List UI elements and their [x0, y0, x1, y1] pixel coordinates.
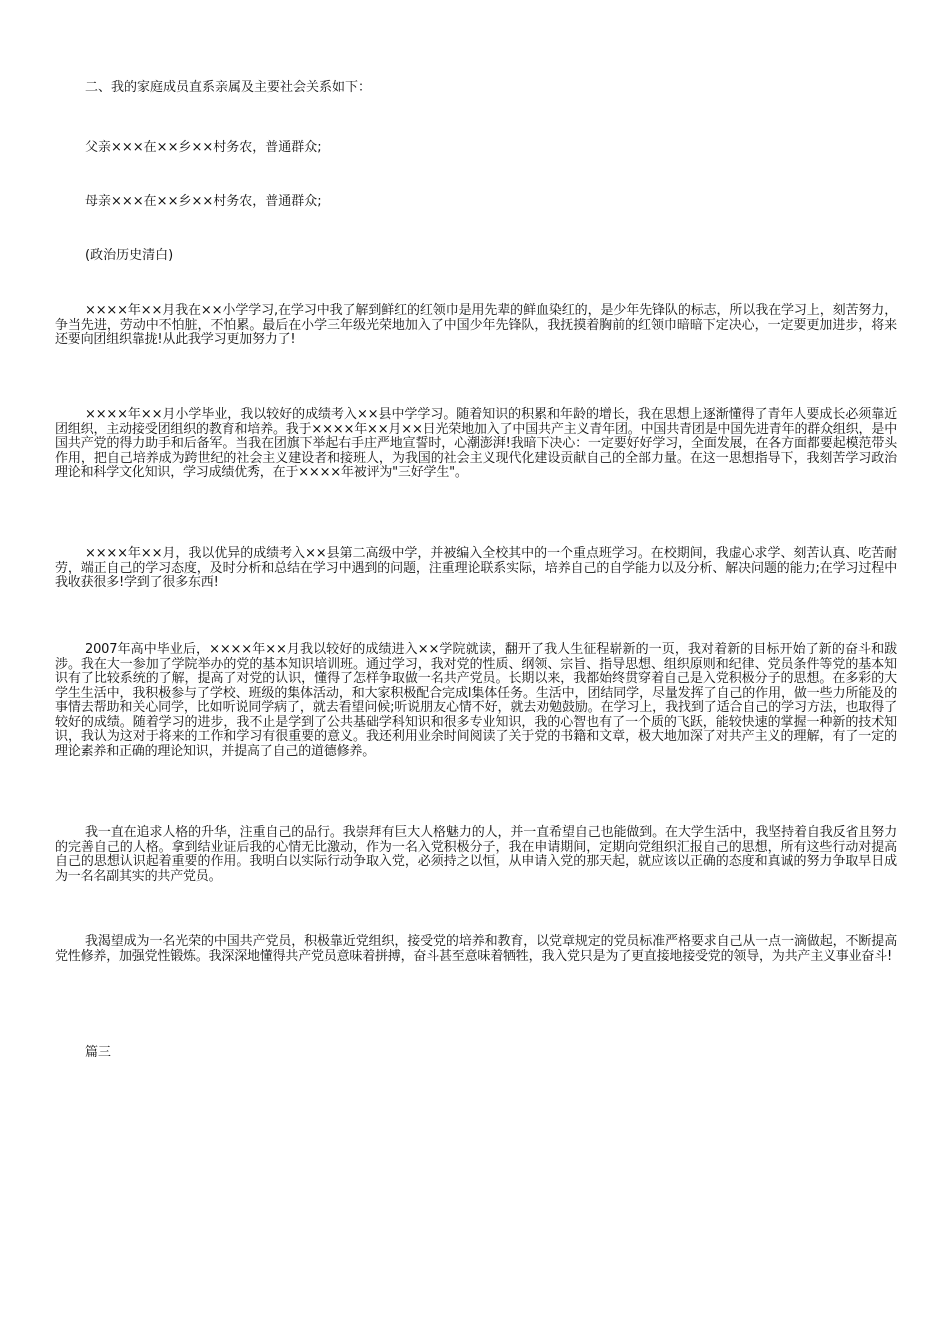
paragraph-high-school: ××××年××月，我以优异的成绩考入××县第二高级中学，并被编入全校其中的一个重点班学习。在校期间，我虚心求学、刻苦认真、吃苦耐劳，端正自己的学习态度，及时分析和总结在学习中遇到的问题，注重理论联系实际，培养自己的自学能力以及分析、解决问题的能力;在学习过程中我收获很多!学到了很多东西!: [55, 546, 897, 590]
political-history-note: (政治历史清白): [85, 248, 174, 263]
paragraph-middle-school: ××××年××月小学毕业，我以较好的成绩考入××县中学学习。随着知识的积累和年龄的增长，我在思想上逐渐懂得了青年人要成长必须靠近团组织，主动接受团组织的教育和培养。我于××××年××月××日光荣地加入了中国共产主义青年团。中国共青团是中国先进青年的群众组织，是中国共产党的得力助手和后备军。当我在团旗下举起右手庄严地宣誓时，心潮澎湃!我暗下决心：一定要好好学习，全面发展，在各方面都要起模范带头作用，把自己培养成为跨世纪的社会主义建设者和接班人，为我国的社会主义现代化建设贡献自己的全部力量。在这一思想指导下，我刻苦学习政治理论和科学文化知识，学习成绩优秀，在于××××年被评为"三好学生"。: [55, 407, 897, 480]
section-label-part-three: 篇三: [85, 1045, 112, 1060]
paragraph-aspiration: 我渴望成为一名光荣的中国共产党员，积极靠近党组织，接受党的培养和教育，以党章规定的党员标准严格要求自己从一点一滴做起，不断提高党性修养，加强党性锻炼。我深深地懂得共产党员意味着拼搏，奋斗甚至意味着牺牲，我入党只是为了更直接地接受党的领导，为共产主义事业奋斗!: [55, 934, 897, 964]
paragraph-primary-school: ××××年××月我在××小学学习,在学习中我了解到鲜红的红领巾是用先辈的鲜血染红的，是少年先锋队的标志，所以我在学习上，刻苦努力，争当先进，劳动中不怕脏，不怕累。最后在小学三年级光荣地加入了中国少年先锋队，我抚摸着胸前的红领巾暗暗下定决心，一定要更加进步，将来还要向团组织靠拢!从此我学习更加努力了!: [55, 303, 897, 347]
paragraph-college: 2007年高中毕业后，××××年××月我以较好的成绩进入××学院就读，翻开了我人生征程崭新的一页，我对着新的目标开始了新的奋斗和跋涉。我在大一参加了学院举办的党的基本知识培训班。通过学习，我对党的性质、纲领、宗旨、指导思想、组织原则和纪律、党员条件等党的基本知识有了比较系统的了解，提高了对党的认识，懂得了怎样争取做一名共产党员。长期以来，我都始终贯穿着自己是入党积极分子的思想。在多彩的大学生生活中，我积极参与了学校、班级的集体活动，和大家积极配合完成l集体任务。生活中，团结同学，尽量发挥了自己的作用，做一些力所能及的事情去帮助和关心同学，比如听说同学病了，就去看望问候;听说朋友心情不好，就去劝勉鼓励。在学习上，我找到了适合自己的学习方法，也取得了较好的成绩。随着学习的进步，我不止是学到了公共基础学科知识和很多专业知识，我的心智也有了一个质的飞跃，能较快速的掌握一种新的技术知识，我认为这对于将来的工作和学习有很重要的意义。我还利用业余时间阅读了关于党的书籍和文章，极大地加深了对共产主义的理解，有了一定的理论素养和正确的理论知识，并提高了自己的道德修养。: [55, 642, 897, 759]
family-member-mother: 母亲×××在××乡××村务农，普通群众;: [85, 194, 322, 209]
paragraph-self-improvement: 我一直在追求人格的升华，注重自己的品行。我崇拜有巨大人格魅力的人，并一直希望自己也能做到。在大学生活中，我坚持着自我反省且努力的完善自己的人格。拿到结业证后我的心情无比激动，作为一名入党积极分子，我在申请期间，定期向党组织汇报自己的思想，所有这些行动对提高自己的思想认识起着重要的作用。我明白以实际行动争取入党，必须持之以恒，从申请入党的那天起，就应该以正确的态度和真诚的努力争取早日成为一名名副其实的共产党员。: [55, 825, 897, 884]
family-member-father: 父亲×××在××乡××村务农，普通群众;: [85, 140, 322, 155]
section-heading: 二、我的家庭成员直系亲属及主要社会关系如下：: [85, 80, 372, 95]
